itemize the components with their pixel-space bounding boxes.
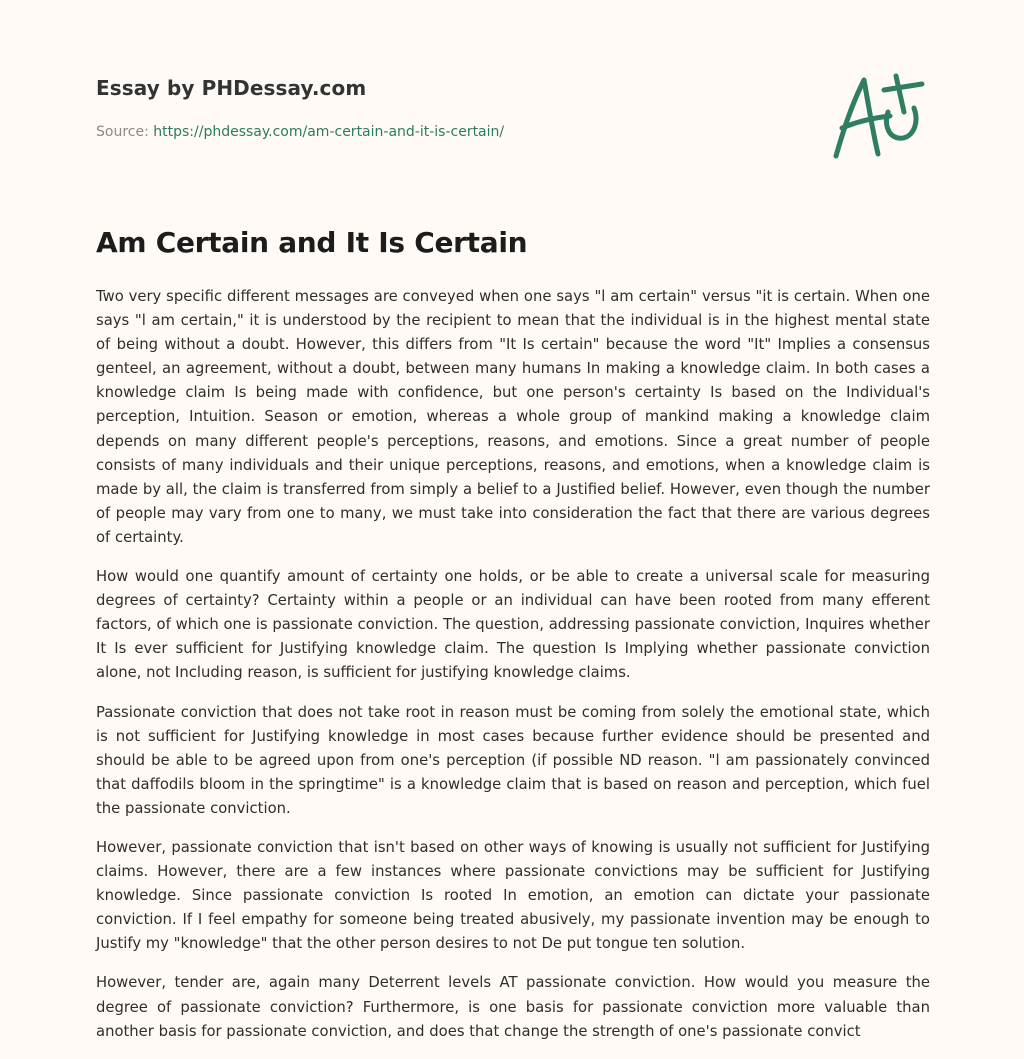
- source-link[interactable]: https://phdessay.com/am-certain-and-it-is-certain/: [153, 124, 505, 140]
- article-title: Am Certain and It Is Certain: [96, 226, 528, 259]
- essay-header: [96, 76, 936, 196]
- site-brand: Essay by PHDessay.com: [96, 76, 367, 100]
- grade-a-plus-icon: [826, 68, 926, 164]
- paragraph: Two very specific different messages are conveyed when one says "l am certain" versus "it is certain. When one says "l am certain," it is understood by the recipient to mean that the individual is in the highest mental state of being without a doubt. However, this differs from "It Is certain" because the word "It" Implies a consensus genteel, an agreement, without a doubt, between many humans In making a knowledge claim. In both cases a knowledge claim Is being made with confidence, but one person's certainty Is based on the Individual's perception, Intuition. Season or emotion, whereas a whole group of mankind making a knowledge claim depends on many different people's perceptions, reasons, and emotions. Since a great number of people consists of many individuals and their unique perceptions, reasons, and emotions, when a knowledge claim is made by all, the claim is transferred from simply a belief to a Justified belief. However, even though the number of people may vary from one to many, we must take into consideration the fact that there are various degrees of certainty.: [96, 288, 930, 546]
- paragraph: However, tender are, again many Deterrent levels AT passionate conviction. How would you measure the degree of passionate conviction? Furthermore, is one basis for passionate conviction more valuable than another basis for passionate conviction, and does that change the strength of one's passionate convict: [96, 974, 930, 1040]
- paragraph: How would one quantify amount of certainty one holds, or be able to create a universal scale for measuring degrees of certainty? Certainty within a people or an individual can have been rooted from many efferent factors, of which one is passionate conviction. The question, addressing passionate conviction, Inquires whether It Is ever sufficient for Justifying knowledge claim. The question Is Implying whether passionate conviction alone, not Including reason, is sufficient for justifying knowledge claims.: [96, 568, 930, 682]
- paragraph: Passionate conviction that does not take root in reason must be coming from solely the emotional state, which is not sufficient for Justifying knowledge in most cases because further evidence should be presented and should be able to be agreed upon from one's perception (if possible ND reason. "l am passionately convinced that daffodils bloom in the springtime" is a knowledge claim that is based on reason and perception, which fuel the passionate conviction.: [96, 703, 930, 817]
- paragraph: However, passionate conviction that isn't based on other ways of knowing is usually not sufficient for Justifying claims. However, there are a few instances where passionate convictions may be sufficient for Justifying knowledge. Since passionate conviction Is rooted In emotion, an emotion can dictate your passionate conviction. If I feel empathy for someone being treated abusively, my passionate invention may be enough to Justify my "knowledge" that the other person desires to not De put tongue ten solution.: [96, 838, 930, 953]
- source-line: [96, 124, 936, 140]
- source-label: Source:: [96, 124, 149, 140]
- article-body: [96, 285, 930, 1059]
